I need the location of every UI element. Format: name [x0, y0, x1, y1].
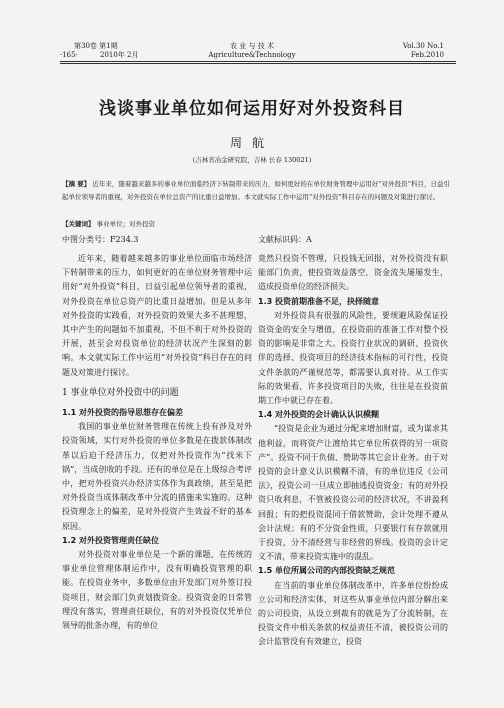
keywords [62, 218, 454, 231]
abstract-label: 【摘 要】 [62, 180, 91, 188]
abstract [62, 178, 454, 204]
header-date-en: Feb.2010 [410, 51, 444, 59]
section-1-4-text: “投资是企业为通过分配来增加财富，或为谋求其他利益，而将资产让渡给其它单位所获得的另一项资产”。投资不同于负债、赞助等其它会计业务。由于对投资的会计意义认识模糊不清，有的单位违反《公司法》，投资公司一旦成立即抽逃投资资金；有的对外投资只收利息，不管被投资公司的经济状况，不讲盈利回报；有的把投资混同于借款赞助，会计处理不遵从会计法规；有的不分资金性质，只要银行有存款就用于投资，分不清经营与非经营的界线。投资的会计定义不清，带来投资实施中的混乱。 [258, 424, 448, 562]
header-rule [60, 61, 456, 62]
header-volume: 第30卷 第1期 [74, 42, 118, 50]
section-1-heading: 1 事业单位对外投资中的问题 [62, 387, 179, 398]
document-code: 文献标识码：A [258, 235, 312, 244]
intro-paragraph: 近年来，随着越来越多的事业单位面临市场经济下转制带来的压力，如何更好的在单位财务管理中运用好“对外投资”科目，日益引起单位领导者的重视，对外投资在单位总资产的比重日益增加。但是从多年对外投资的实践看，对外投资的效果大多不甚理想，其中产生的问题如不加重视，不但不利于对外投资的开展，甚至会对投资单位的经济状况产生深刻的影响。本文就实际工作中运用“对外投资”科目存在的问题及对策进行探讨。 [62, 254, 252, 377]
section-1-4-heading: 1.4 对外投资的会计确认认识模糊 [258, 410, 379, 420]
article-title: 浅谈事业单位如何运用好对外投资科目 [99, 99, 405, 119]
section-1-5-text: 在当前的事业单位体制改革中，许多单位纷纷成立公司和经济实体，对这些从事业单位内部分解出来的公司投资，从设立到裁有的就是为了分流转制，在投资文件中相关条款的权益责任不清，被投资公司的会计监管没有有效建立，投资 [258, 580, 448, 647]
section-1-3-heading: 1.3 投资前期准备不足，抉择随意 [258, 296, 379, 306]
abstract-text: 近年来，随着越来越多的事业单位面临经济下转制带来的压力，如何更好的在单位财务管理中运用好“对外投资”科目，日益引起单位领导者的重视，对外投资在单位总资产的比重日益增加。本文就实际工作中运用“对外投资”科目存在的问题及对策进行探讨。 [62, 180, 450, 201]
keywords-label: 【关键词】 [62, 220, 95, 228]
section-1-1-heading: 1.1 对外投资的指导思想存在偏差 [62, 408, 183, 418]
header-volume-en: Vol.30 No.1 [402, 42, 444, 50]
header-journal-english: Agriculture&Technology [208, 51, 296, 59]
author-affiliation: (吉林省冶金研究院，吉林 长春 130021) [192, 156, 312, 164]
header-date: 2010年 2月 [100, 51, 139, 59]
section-1-1-text: 我国的事业单位财务管理在传统上投有涉及对外投资领域，实行对外投资的单位多数是在拨款体制改革以后迫于经济压力，仅把对外投资作为“找米下锅”，当成创收的手段。还有的单位是在上级综合考评中，把对外投资兴办经济实体作为真政绩，甚至是把对外投资当成体制改革中分流的措施来实施的。这种投资理念上的偏差，是对外投资产生效益不好的基本原因。 [62, 422, 252, 531]
right-column [258, 252, 448, 650]
section-1-5-heading: 1.5 单位所属公司的内部投资缺乏规范 [258, 566, 395, 576]
header-page-number: ·165· [60, 51, 78, 59]
header-journal-name: 农 业 与 技 术 [230, 42, 274, 50]
header-rule-2 [60, 63, 456, 64]
clc-number: 中图分类号：F234.3 [62, 235, 139, 244]
continued-paragraph: 竟然只投资不管理，只投钱无回报，对外投资没有职能部门负责，使投资效益落空，资金流失屡屡发生，造成投资单位的经济损失。 [258, 254, 448, 292]
section-1-3-text: 对外投资具有很强的风险性，要规避风险保证投资资金的安全与增值，在投资前的准备工作对整个投资的影响是非常之大。投资行业状况的调研、投资伙伴的选择、投资项目的经济技术指标的可行性，投资文件条款的严谨规范等，都需要认真对待。从工作实际的效果看，许多投资项目的失败，往往是在投资前期工作中就已存在着。 [258, 310, 448, 406]
section-1-2-text: 对外投资对事业单位是一个新的课题，在传统的事业单位管理体制运作中，没有明确投资管理的职能。在投资业务中，多数单位由开发部门对外签订投资项目，财会部门负责划拨资金。投资资金的日常管理没有落实，管理责任缺位，有的对外投资仅凭单位领导的批条办理，有的单位 [62, 550, 252, 631]
left-column [62, 252, 252, 633]
keywords-text: 事业单位；对外投资 [96, 220, 156, 228]
section-1-2-heading: 1.2 对外投资管理责任缺位 [62, 535, 159, 545]
article-author: 周航 [229, 136, 274, 150]
